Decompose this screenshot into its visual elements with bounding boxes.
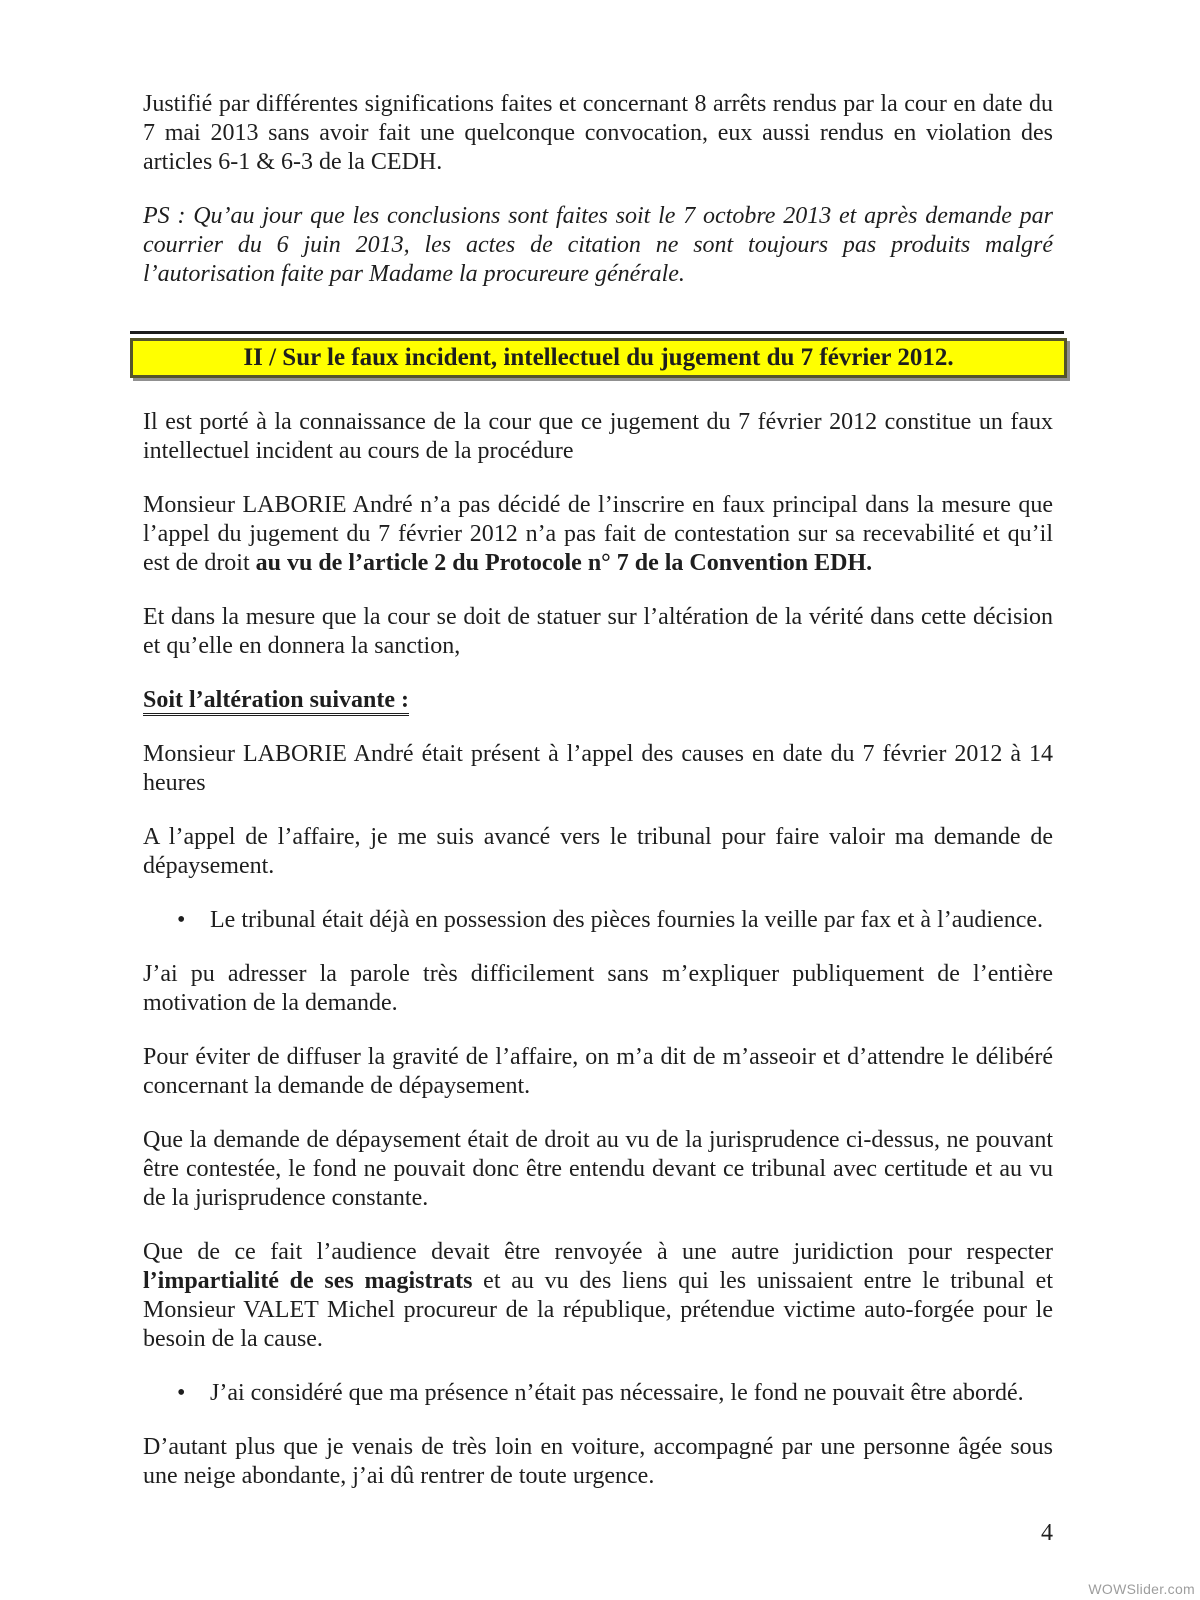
section-heading [130,338,1067,378]
text-run: II / Sur le faux incident, intellectuel du jugement du 7 février 2012. [243,344,954,371]
body-paragraph [143,823,1053,881]
document-content [143,90,1053,1516]
text-run: PS : Qu’au jour que les conclusions sont faites soit le 7 octobre 2013 et après demande par courrier du 6 juin 2013, les actes de citation ne sont toujours pas produits malgré l’autorisation faite par Madame la procureure générale. [143,203,1053,287]
bullet-icon: • [177,1380,186,1406]
text-run: Justifié par différentes significations faites et concernant 8 arrêts rendus par la cour en date du 7 mai 2013 sans avoir fait une quelconque convocation, eux aussi rendus en violation des articles 6-1 & 6-3 de la CEDH. [143,91,1053,175]
subheading-text: Soit l’altération suivante : [143,687,409,716]
watermark: WOWSlider.com [1088,1581,1195,1597]
body-paragraph [143,740,1053,798]
body-paragraph [143,408,1053,466]
section-heading-wrap [130,331,1067,378]
text-run: Il est porté à la connaissance de la cour que ce jugement du 7 février 2012 constitue un faux intellectuel incident au cours de la procédure [143,409,1053,464]
bullet-item [143,1379,1053,1408]
intro-paragraph [143,90,1053,177]
text-run: Monsieur LABORIE André n’a pas décidé de l’inscrire en faux principal dans la mesure que l’appel du jugement du 7 février 2012 n’a pas fait de contestation sur sa recevabilité et qu’il est de droit [143,492,1053,576]
bullet-text [210,1379,1053,1408]
bullet-item [143,906,1053,935]
ps-note [143,202,1053,289]
subheading [143,686,1053,715]
body-paragraph [143,1126,1053,1213]
heading-top-rule [130,331,1064,334]
text-run: et au vu des liens qui les unissaient entre le tribunal et Monsieur VALET Michel procureur de la république, prétendue victime auto-forgée pour le besoin de la cause. [143,1268,1053,1352]
body-paragraph [143,1238,1053,1354]
body-paragraph [143,1043,1053,1101]
text-run: Et dans la mesure que la cour se doit de statuer sur l’altération de la vérité dans cette décision et qu’elle en donnera la sanction, [143,604,1053,659]
text-run: l’impartialité de ses magistrats [143,1268,473,1294]
bullet-icon: • [177,907,186,933]
page-number: 4 [1041,1520,1053,1546]
text-run: D’autant plus que je venais de très loin en voiture, accompagné par une personne âgée sous une neige abondante, j’ai dû rentrer de toute urgence. [143,1434,1053,1489]
text-run: J’ai considéré que ma présence n’était pas nécessaire, le fond ne pouvait être abordé. [210,1380,1024,1406]
text-run: A l’appel de l’affaire, je me suis avancé vers le tribunal pour faire valoir ma demande de dépaysement. [143,824,1053,879]
body-paragraph [143,603,1053,661]
bullet-text [210,906,1053,935]
text-run: J’ai pu adresser la parole très difficilement sans m’expliquer publiquement de l’entière motivation de la demande. [143,961,1053,1016]
text-run: au vu de l’article 2 du Protocole n° 7 de la Convention EDH. [255,550,873,576]
text-run: Que de ce fait l’audience devait être renvoyée à une autre juridiction pour respecter [143,1239,1053,1265]
text-run: Que la demande de dépaysement était de droit au vu de la jurisprudence ci-dessus, ne pouvant être contestée, le fond ne pouvait donc être entendu devant ce tribunal avec certitude et au vu de la jurisprudence constante. [143,1127,1053,1211]
body-paragraph [143,491,1053,578]
text-run: Le tribunal était déjà en possession des pièces fournies la veille par fax et à l’audience. [210,907,1044,933]
body-paragraph [143,960,1053,1018]
text-run: Monsieur LABORIE André était présent à l’appel des causes en date du 7 février 2012 à 14 heures [143,741,1053,796]
text-run: Pour éviter de diffuser la gravité de l’affaire, on m’a dit de m’asseoir et d’attendre le délibéré concernant la demande de dépaysement. [143,1044,1053,1099]
body-paragraph [143,1433,1053,1491]
